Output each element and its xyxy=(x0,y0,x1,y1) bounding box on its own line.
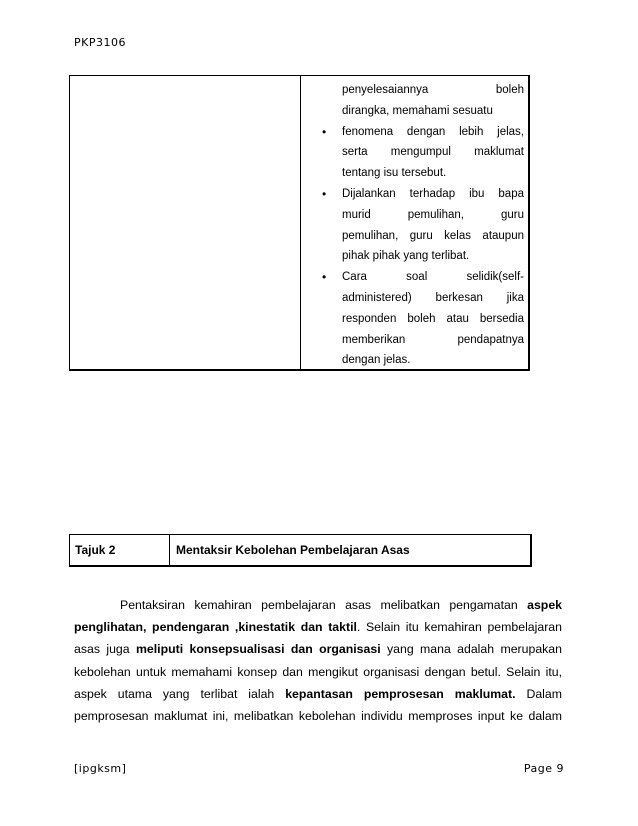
cell-line: tentang isu tersebut. xyxy=(342,167,447,180)
paragraph-line: kebolehan untuk memahami konsep dan mengikut organisasi dengan betul. Selain itu, xyxy=(74,664,562,679)
bold-run: penglihatan, pendengaran ,kinestatik dan taktil xyxy=(74,620,357,635)
paragraph-line xyxy=(74,616,562,638)
bullet-line xyxy=(322,184,524,205)
cell-line-text: Dijalankan terhadap ibu bapa xyxy=(342,187,524,200)
cell-line-text: Cara soal selidik(self- xyxy=(342,271,524,284)
cell-line: murid pemulihan, guru xyxy=(342,208,524,221)
bullet-icon: • xyxy=(322,186,327,201)
cell-line: dirangka, memahami sesuatu xyxy=(342,104,493,117)
text-run: aspek utama yang terlibat ialah xyxy=(74,686,286,701)
tajuk-label: Tajuk 2 xyxy=(75,543,116,557)
bullet-line xyxy=(322,122,524,143)
header-code: PKP3106 xyxy=(74,36,126,49)
cell-line: dengan jelas. xyxy=(342,354,411,367)
footer-left: [ipgksm] xyxy=(74,762,127,775)
cell-line: serta mengumpul maklumat xyxy=(342,146,524,159)
table-divider xyxy=(300,76,301,369)
paragraph-line xyxy=(74,683,562,705)
text-run: Pentaksiran kemahiran pembelajaran asas melibatkan pengamatan xyxy=(120,598,528,612)
paragraph-line: pemprosesan maklumat ini, melibatkan kebolehan individu memproses input ke dalam xyxy=(74,708,562,723)
cell-line: memberikan pendapatnya xyxy=(342,333,524,346)
table-right-cell xyxy=(306,80,524,371)
top-table xyxy=(69,75,530,371)
tajuk-title: Mentaksir Kebolehan Pembelajaran Asas xyxy=(176,543,410,557)
tajuk-divider xyxy=(169,535,170,565)
bold-run: meliputi konsepsualisasi dan organisasi xyxy=(135,642,381,657)
text-run: Dalam xyxy=(515,686,562,701)
paragraph-line xyxy=(74,638,562,660)
text-run: yang mana adalah merupakan xyxy=(380,642,562,657)
bullet-icon: • xyxy=(322,270,327,285)
bullet-icon: • xyxy=(322,124,327,139)
cell-line: responden boleh atau bersedia xyxy=(342,312,524,325)
tajuk-table xyxy=(69,534,532,567)
page-number: Page 9 xyxy=(523,762,564,775)
cell-line: administered) berkesan jika xyxy=(342,291,524,304)
bold-run: kepantasan pemprosesan maklumat. xyxy=(285,686,516,701)
cell-line: pemulihan, guru kelas ataupun xyxy=(342,229,524,242)
text-run: asas juga xyxy=(74,642,136,657)
body-paragraph xyxy=(74,594,562,727)
text-run: . Selain itu kemahiran pembelajaran xyxy=(356,620,562,635)
paragraph-line xyxy=(74,594,562,616)
bold-run: aspek xyxy=(527,598,562,612)
cell-line: penyelesaiannya boleh xyxy=(342,84,524,96)
cell-line: pihak pihak yang terlibat. xyxy=(342,250,470,263)
cell-line-text: fenomena dengan lebih jelas, xyxy=(342,125,524,138)
bullet-line xyxy=(322,267,524,288)
